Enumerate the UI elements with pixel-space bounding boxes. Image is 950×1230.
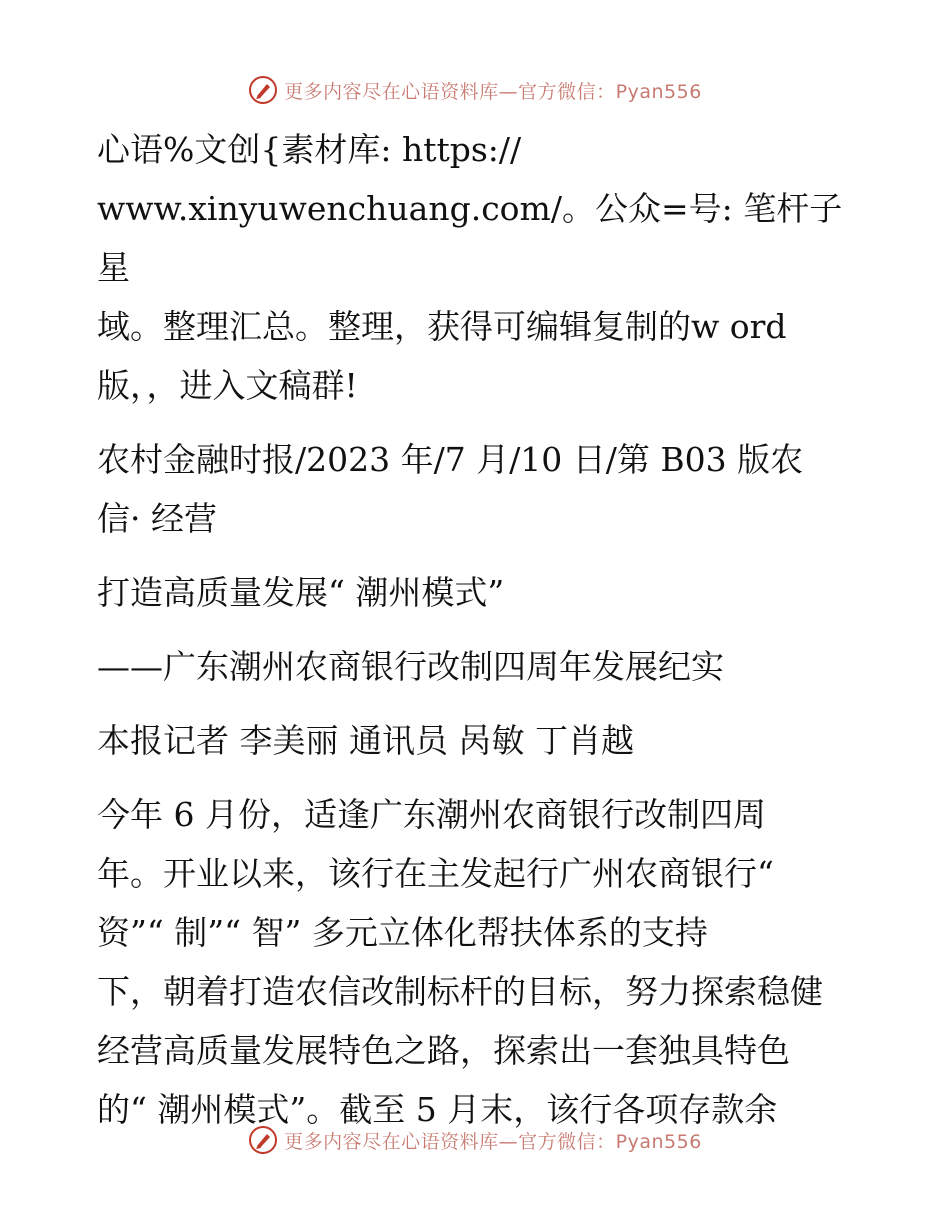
publication-line: 农村金融时报/2023 年/7 月/10 日/第 B03 版农 信· 经营 [97,440,804,538]
source-info-paragraph: 心语%文创{素材库: https:// www.xinyuwenchuang.com/。公众=号: 笔杆子星 域。整理汇总。整理，获得可编辑复制的w ord 版，，进入文稿群! [97,130,843,405]
body-paragraph: 今年 6 月份，适逢广东潮州农商银行改制四周 年。开业以来，该行在主发起行广州农商银行“ 资”“ 制”“ 智” 多元立体化帮扶体系的支持 下，朝着打造农信改制标杆的目标，努力探索稳健 经营高质量发展特色之路，探索出一套独具特色 的“ 潮州模式”。截至 5 月末，该行各项存款余 [97,795,823,1129]
pen-flame-logo-icon [248,1125,278,1155]
footer-watermark-banner [0,1120,950,1160]
article-subtitle: ——广东潮州农商银行改制四周年发展纪实 [97,647,724,686]
byline: 本报记者 李美丽 通讯员 呙敏 丁肖越 [97,721,634,760]
document-body [97,120,857,1139]
article-title: 打造高质量发展“ 潮州模式” [97,573,505,612]
watermark-text: 更多内容尽在心语资料库—官方微信：Pyan556 [284,1130,702,1153]
pen-flame-logo-icon [248,75,278,105]
watermark-text: 更多内容尽在心语资料库—官方微信：Pyan556 [284,80,702,103]
header-watermark-banner [0,70,950,110]
